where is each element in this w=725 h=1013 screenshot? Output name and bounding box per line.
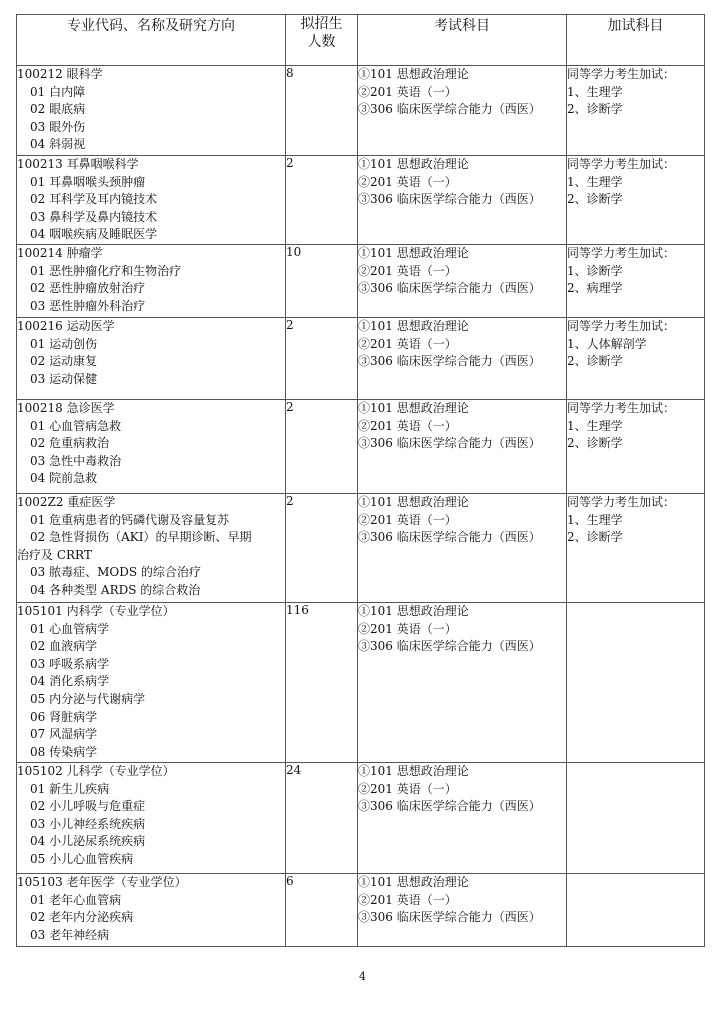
enrollment-count: 2: [286, 400, 358, 494]
enrollment-count: 6: [286, 874, 358, 947]
table-row: [17, 318, 705, 400]
exam-subject: ②201 英语（一）: [358, 263, 457, 278]
major-title: 1002Z2 重症医学: [17, 495, 116, 509]
extra-subject: 1、生理学: [567, 174, 623, 189]
research-direction: 01 心血管病急救: [30, 418, 122, 433]
major-title: 100216 运动医学: [17, 319, 115, 333]
extra-subject: 2、诊断学: [567, 354, 623, 369]
research-direction: 04 院前急救: [30, 471, 98, 486]
enrollment-count: 2: [286, 494, 358, 603]
research-direction: 07 风湿病学: [30, 727, 98, 742]
major-title: 105102 儿科学（专业学位）: [17, 764, 175, 778]
exam-subject: ②201 英语（一）: [358, 892, 457, 907]
research-direction: 01 耳鼻咽喉头颈肿瘤: [30, 174, 146, 189]
research-direction: 03 脓毒症、MODS 的综合治疗: [30, 565, 201, 580]
exam-subjects-cell: [358, 245, 567, 318]
research-direction: 04 小儿泌尿系统疾病: [30, 834, 146, 849]
research-direction: 01 老年心血管病: [30, 892, 122, 907]
extra-subject: 同等学力考生加试：: [567, 157, 676, 171]
research-direction: 03 运动保健: [30, 371, 98, 386]
exam-subject: ②201 英语（一）: [358, 336, 457, 351]
extra-subjects-cell: [567, 318, 705, 400]
exam-subject: ②201 英语（一）: [358, 781, 457, 796]
exam-subjects-cell: [358, 400, 567, 494]
research-direction: 03 眼外伤: [30, 119, 86, 134]
major-cell: [17, 400, 286, 494]
table-row: [17, 66, 705, 156]
enrollment-count: 2: [286, 156, 358, 245]
exam-subjects-cell: [358, 318, 567, 400]
research-direction: 02 小儿呼吸与危重症: [30, 799, 146, 814]
major-cell: [17, 763, 286, 874]
extra-subject: 1、生理学: [567, 512, 623, 527]
table-row: [17, 245, 705, 318]
exam-subjects-cell: [358, 603, 567, 763]
research-direction: 06 肾脏病学: [30, 709, 98, 724]
header-count: [286, 15, 358, 66]
exam-subject: ①101 思想政治理论: [358, 246, 469, 260]
exam-subject: ③306 临床医学综合能力（西医）: [358, 354, 541, 369]
enrollment-count: 10: [286, 245, 358, 318]
extra-subject: 1、生理学: [567, 84, 623, 99]
research-direction: 03 老年神经病: [30, 927, 110, 942]
extra-subject: 1、生理学: [567, 418, 623, 433]
extra-subjects-cell: [567, 400, 705, 494]
header-extra: 加试科目: [567, 15, 705, 66]
enrollment-count: 8: [286, 66, 358, 156]
major-cell: [17, 603, 286, 763]
exam-subject: ①101 思想政治理论: [358, 875, 469, 889]
research-direction: 03 小儿神经系统疾病: [30, 816, 146, 831]
exam-subjects-cell: [358, 494, 567, 603]
exam-subject: ③306 临床医学综合能力（西医）: [358, 799, 541, 814]
research-direction: 02 老年内分泌疾病: [30, 910, 134, 925]
extra-subject: 同等学力考生加试：: [567, 495, 676, 509]
admissions-table: [16, 14, 705, 947]
page-number: 4: [359, 970, 366, 983]
exam-subject: ③306 临床医学综合能力（西医）: [358, 639, 541, 654]
table-row: [17, 874, 705, 947]
research-direction: 02 恶性肿瘤放射治疗: [30, 281, 146, 296]
table-row: [17, 603, 705, 763]
extra-subject: 2、诊断学: [567, 192, 623, 207]
major-title: 105101 内科学（专业学位）: [17, 604, 175, 618]
major-title: 100212 眼科学: [17, 67, 103, 81]
research-direction: 05 内分泌与代谢病学: [30, 691, 146, 706]
exam-subject: ①101 思想政治理论: [358, 157, 469, 171]
research-direction: 04 各种类型 ARDS 的综合救治: [30, 582, 201, 597]
exam-subjects-cell: [358, 66, 567, 156]
header-count-line1: 拟招生: [300, 16, 343, 32]
table-row: [17, 763, 705, 874]
exam-subject: ①101 思想政治理论: [358, 401, 469, 415]
exam-subjects-cell: [358, 156, 567, 245]
exam-subject: ③306 临床医学综合能力（西医）: [358, 281, 541, 296]
extra-subject: 同等学力考生加试：: [567, 246, 676, 260]
exam-subjects-cell: [358, 763, 567, 874]
major-title: 100213 耳鼻咽喉科学: [17, 157, 139, 171]
research-direction: 08 传染病学: [30, 744, 98, 759]
research-direction: 03 呼吸系病学: [30, 656, 110, 671]
extra-subject: 2、诊断学: [567, 102, 623, 117]
extra-subject: 2、病理学: [567, 281, 623, 296]
exam-subject: ①101 思想政治理论: [358, 67, 469, 81]
research-direction: 04 斜弱视: [30, 137, 86, 152]
exam-subject: ①101 思想政治理论: [358, 319, 469, 333]
table-row: [17, 156, 705, 245]
header-exam: 考试科目: [358, 15, 567, 66]
research-direction: 04 消化系病学: [30, 674, 110, 689]
major-title: 105103 老年医学（专业学位）: [17, 875, 187, 889]
research-direction: 02 危重病救治: [30, 436, 110, 451]
exam-subject: ①101 思想政治理论: [358, 604, 469, 618]
enrollment-count: 2: [286, 318, 358, 400]
exam-subject: ①101 思想政治理论: [358, 764, 469, 778]
enrollment-count: 116: [286, 603, 358, 763]
exam-subject: ②201 英语（一）: [358, 621, 457, 636]
exam-subject: ③306 临床医学综合能力（西医）: [358, 530, 541, 545]
research-direction: 02 眼底病: [30, 102, 86, 117]
research-direction: 01 危重病患者的钙磷代谢及容量复苏: [30, 512, 230, 527]
exam-subject: ③306 临床医学综合能力（西医）: [358, 102, 541, 117]
research-direction: 02 耳科学及耳内镜技术: [30, 192, 158, 207]
extra-subject: 2、诊断学: [567, 436, 623, 451]
extra-subject: 同等学力考生加试：: [567, 319, 676, 333]
research-direction: 02 急性肾损伤（AKI）的早期诊断、早期: [30, 530, 252, 545]
table-row: [17, 494, 705, 603]
enrollment-count: 24: [286, 763, 358, 874]
research-direction: 03 急性中毒救治: [30, 453, 122, 468]
header-count-line2: 人数: [307, 34, 336, 50]
extra-subjects-cell: [567, 603, 705, 763]
exam-subject: ③306 临床医学综合能力（西医）: [358, 910, 541, 925]
research-direction: 02 运动康复: [30, 354, 98, 369]
exam-subject: ①101 思想政治理论: [358, 495, 469, 509]
research-direction: 02 血液病学: [30, 639, 98, 654]
research-direction: 05 小儿心血管疾病: [30, 851, 134, 866]
extra-subjects-cell: [567, 156, 705, 245]
research-direction: 01 白内障: [30, 84, 86, 99]
extra-subject: 2、诊断学: [567, 530, 623, 545]
extra-subjects-cell: [567, 66, 705, 156]
major-title: 100214 肿瘤学: [17, 246, 103, 260]
extra-subjects-cell: [567, 763, 705, 874]
table-header-row: [17, 15, 705, 66]
exam-subject: ②201 英语（一）: [358, 512, 457, 527]
research-direction: 01 心血管病学: [30, 621, 110, 636]
extra-subjects-cell: [567, 874, 705, 947]
research-direction: 03 鼻科学及鼻内镜技术: [30, 209, 158, 224]
exam-subject: ②201 英语（一）: [358, 84, 457, 99]
exam-subject: ③306 临床医学综合能力（西医）: [358, 192, 541, 207]
exam-subject: ②201 英语（一）: [358, 174, 457, 189]
major-cell: [17, 318, 286, 400]
extra-subject: 1、诊断学: [567, 263, 623, 278]
exam-subject: ③306 临床医学综合能力（西医）: [358, 436, 541, 451]
extra-subject: 同等学力考生加试：: [567, 401, 676, 415]
extra-subject: 同等学力考生加试：: [567, 67, 676, 81]
major-cell: [17, 156, 286, 245]
major-cell: [17, 245, 286, 318]
extra-subjects-cell: [567, 494, 705, 603]
major-cell: [17, 494, 286, 603]
table-row: [17, 400, 705, 494]
research-direction: 01 新生儿疾病: [30, 781, 110, 796]
research-direction: 01 运动创伤: [30, 336, 98, 351]
research-direction: 治疗及 CRRT: [17, 547, 92, 562]
major-cell: [17, 874, 286, 947]
extra-subjects-cell: [567, 245, 705, 318]
table-body: [17, 66, 705, 947]
major-title: 100218 急诊医学: [17, 401, 115, 415]
extra-subject: 1、人体解剖学: [567, 336, 647, 351]
research-direction: 03 恶性肿瘤外科治疗: [30, 298, 146, 313]
research-direction: 04 咽喉疾病及睡眠医学: [30, 227, 158, 242]
exam-subject: ②201 英语（一）: [358, 418, 457, 433]
header-major: 专业代码、名称及研究方向: [17, 15, 286, 66]
major-cell: [17, 66, 286, 156]
exam-subjects-cell: [358, 874, 567, 947]
research-direction: 01 恶性肿瘤化疗和生物治疗: [30, 263, 182, 278]
